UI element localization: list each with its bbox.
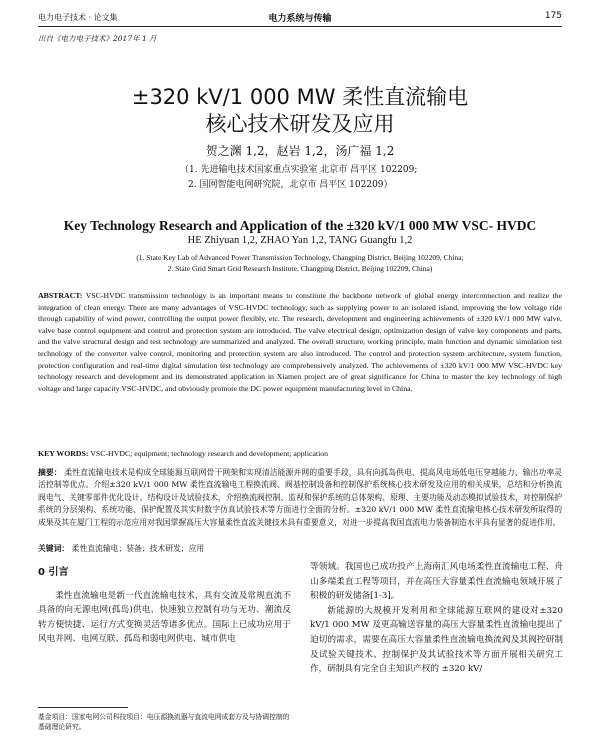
page-number: 175 [544, 11, 562, 21]
abstract-en-text: VSC-HVDC transmission technology is an important means to constitute the backbone network of global energy interconnection and realize the integration of clean energy. There are many advantages of VSC-HVDC technology, such as supplying power to an isolated island, improving the low voltage ride through capability of wind power, controlling the output power flexibly, etc. The research, development and engineering achievements of ±320 kV/1 000 MW valve, valve base control equipment and control and protection system are introduced. The valve electrical design, optimization design of valve key components and parts, and the valve structural design and test technology are summarized and analyzed. The overall structure, working principle, main function and dynamic simulation test technology of the converter valve control, monitoring and protection system are also introduced. The control and protection system architecture, system function, protection configuration and real-time digital simulation test technology are comprehensively analyzed. The achievements of ±320 kV/1 000 MW VSC-HVDC key technology research and development and its demonstrated application in Xiamen project are of great significance for China to master the key technology of high voltage and large capacity VSC-HVDC, and obviously promote the DC power equipment manufacturing level in China. [38, 291, 563, 393]
body-column-right [310, 560, 563, 677]
paper-title-en: Key Technology Research and Application of the ±320 kV/1 000 MW VSC- HVDC [63, 218, 537, 233]
footnote: 基金项目：国家电网公司科技项目：电压源换流器与直流电网成套方及与协调控制的基础理论研究。 [38, 713, 290, 731]
abstract-en [38, 290, 562, 394]
body-paragraph: 柔性直流输电是新一代直流输电技术，具有交流及常规直流不具备的向无源电网(孤岛)供电、快速独立控制有功与无功、潮流反转方便快捷、运行方式变换灵活等诸多优点。国际上已成功应用于风电并网、电网互联、孤岛和弱电网供电、城市供电 [38, 590, 291, 645]
paper-title-cn [38, 84, 562, 138]
abstract-cn-label: 摘要： [38, 468, 62, 477]
keywords-cn-label: 关键词： [38, 544, 70, 553]
keywords-cn [38, 543, 204, 554]
body-paragraph: 等领域。我国也已成功投产上海南汇风电场柔性直流输电工程、舟山多端柔直工程等项目，并在高压大容量柔性直流输电领域开展了积极的研发储备[1-3]。 [310, 562, 563, 602]
affiliation-cn-2: 2. 国网智能电网研究院，北京市 昌平区 102209） [188, 180, 393, 190]
body-paragraph: 新能源的大规模开发利用和全球能源互联网的建设对±320 kV/1 000 MW 及更高输送容量的高压大容量柔性直流输电提出了迫切的需求，需要在高压大容量柔性直流输电换流阀及其阀控研制及试验关键技术、控制保护及其试验技术等方面开展相关研究工作，研制具有完全自主知识产权的 ±320 kV/ [310, 605, 563, 675]
title-line-2: 核心技术研发及应用 [205, 112, 395, 136]
keywords-en-text: VSC-HVDC; equipment; technology research and development; application [90, 449, 329, 458]
header-rule [38, 26, 562, 27]
keywords-cn-text: 柔性直流输电；装备；技术研发；应用 [71, 544, 205, 553]
citation: 出自《电力电子技术》2017年 1 月 [38, 34, 157, 43]
body-column-left [38, 566, 291, 647]
affiliations-en [0, 252, 600, 274]
authors-cn: 贺之渊 1,2，赵岩 1,2，汤广福 1,2 [205, 144, 395, 158]
abstract-cn [38, 467, 562, 529]
affiliations-cn [180, 163, 417, 193]
keywords-en-label: KEY WORDS: [38, 449, 89, 458]
header-center: 电力系统与传输 [268, 14, 332, 24]
keywords-en [38, 449, 562, 458]
title-line-1: ±320 kV/1 000 MW 柔性直流输电 [131, 85, 469, 109]
affiliation-en-2: 2. State Grid Smart Grid Research Institute, Changping District, Beijing 102209, China) [167, 264, 433, 273]
footnote-rule [38, 707, 128, 708]
affiliation-en-1: (1. State Key Lab of Advanced Power Transmission Technology, Changping District, Beijing 102209, China; [136, 253, 464, 262]
abstract-cn-text: 柔性直流输电技术是构成全球能源互联网骨干网架和实现清洁能源并网的重要手段，具有向孤岛供电、提高风电场低电压穿越能力、输出功率灵活控制等优点。介绍±320 kV/1 000 MW 柔性直流输电工程换流阀、阀基控制设备和控制保护系统核心技术研发及应用的相关成果，总结和分析换流阀电气、关键零部件优化设计、结构设计及试验技术，介绍换流阀控制、监视和保护系统的总体架构、原理、主要功能及动态模拟试验技术，对控制保护系统的分层架构、系统功能、保护配置及其实时数字仿真试验技术等方面进行全面的分析。±320 kV/1 000 MW 柔性直流输电核心技术研发所取得的成果及其在厦门工程的示范应用对我国掌握高压大容量柔性直流关键技术具有重要意义，对进一步提高我国直流电力装备制造水平具有显著的促进作用。 [38, 468, 563, 527]
header-left: 电力电子技术 · 论文集 [38, 13, 118, 22]
running-header [38, 10, 562, 24]
abstract-en-label: ABSTRACT: [38, 291, 83, 300]
section-heading: 0 引言 [38, 567, 69, 578]
authors-en: HE Zhiyuan 1,2, ZHAO Yan 1,2, TANG Guangfu 1,2 [187, 235, 413, 246]
affiliation-cn-1: （1. 先进输电技术国家重点实验室 北京市 昌平区 102209; [180, 165, 418, 175]
